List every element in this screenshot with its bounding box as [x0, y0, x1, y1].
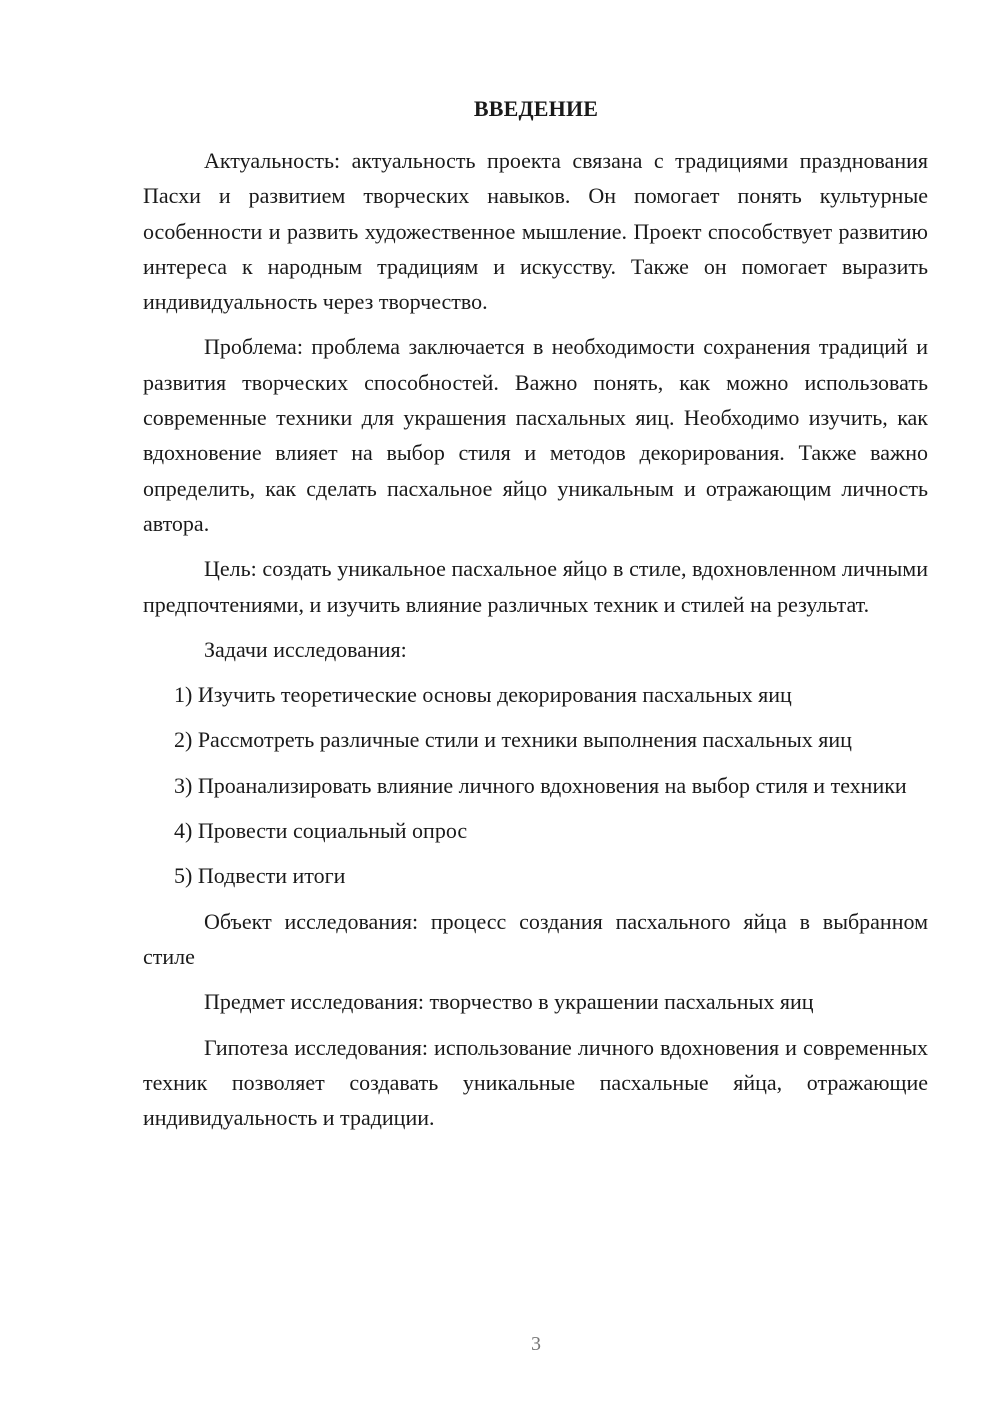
tasks-title: Задачи исследования:: [204, 636, 407, 662]
object-paragraph: Объект исследования: процесс создания пасхального яйца в выбранном стиле: [143, 908, 928, 969]
task-item: 3) Проанализировать влияние личного вдохновения на выбор стиля и техники: [174, 772, 907, 798]
task-item: 4) Провести социальный опрос: [174, 818, 468, 844]
task-item: 5) Подвести итоги: [174, 863, 346, 889]
task-item: 1) Изучить теоретические основы декорирования пасхальных яиц: [174, 682, 792, 708]
document-body: [143, 143, 928, 1145]
goal-paragraph: Цель: создать уникальное пасхальное яйцо в стиле, вдохновленном личными предпочтениями, и изучить влияние различных техник и стилей на результат.: [143, 556, 928, 617]
page-title: ВВЕДЕНИЕ: [473, 96, 599, 121]
problem-paragraph: Проблема: проблема заключается в необходимости сохранения традиций и развития творческих способностей. Важно понять, как можно использовать современные техники для украшения пасхальных яиц. Необходимо изучить, как вдохновение влияет на выбор стиля и методов декорирования. Также важно определить, как сделать пасхальное яйцо уникальным и отражающим личность автора.: [143, 334, 928, 536]
relevance-paragraph: Актуальность: актуальность проекта связана с традициями празднования Пасхи и развитием творческих навыков. Он помогает понять культурные особенности и развить художественное мышление. Проект способствует развитию интереса к народным традициям и искусству. Также он помогает выразить индивидуальность через творчество.: [143, 148, 928, 315]
hypothesis-paragraph: Гипотеза исследования: использование личного вдохновения и современных техник позволяет создавать уникальные пасхальные яйца, отражающие индивидуальность и традиции.: [143, 1034, 928, 1131]
subject-paragraph: Предмет исследования: творчество в украшении пасхальных яиц: [204, 989, 814, 1015]
page-number: 3: [531, 1333, 541, 1355]
task-item: 2) Рассмотреть различные стили и техники выполнения пасхальных яиц: [174, 727, 852, 753]
